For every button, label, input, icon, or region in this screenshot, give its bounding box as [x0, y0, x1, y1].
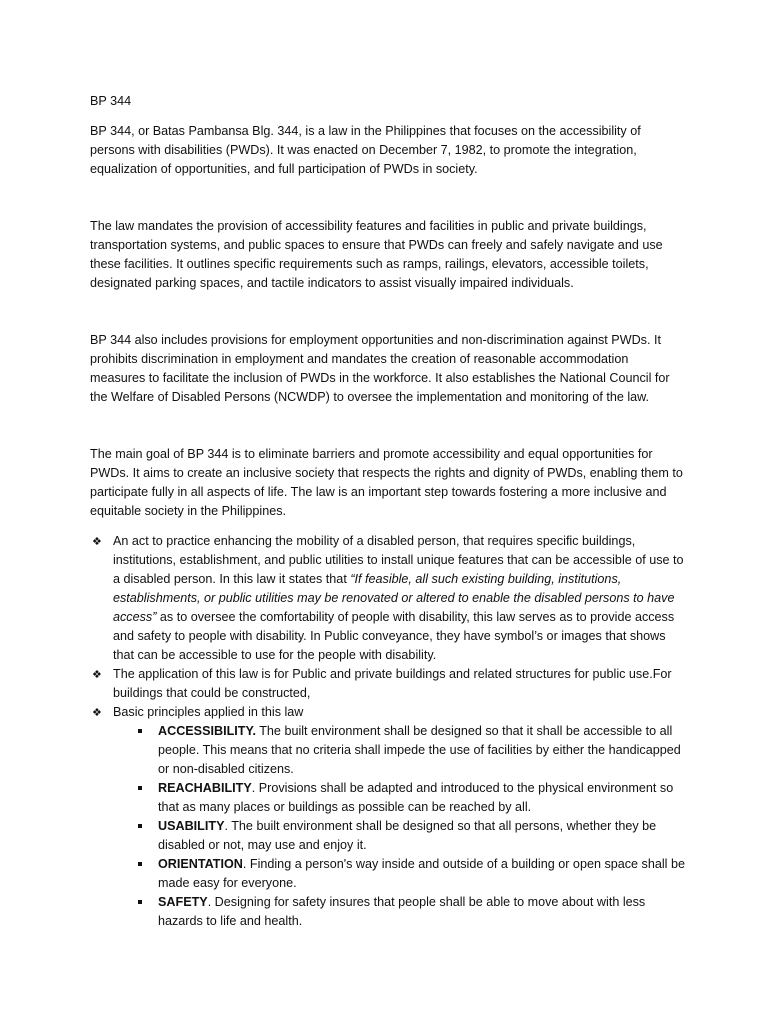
principle-usability	[158, 817, 686, 855]
principle-text: The built environment shall be designed so that it shall be accessible to all people. This means that no criteria shall impede the use of facilities by either the handicapped or non-disabled citizens.	[158, 724, 681, 776]
principle-text: . Designing for safety insures that people shall be able to move about with less hazards to life and health.	[158, 895, 646, 928]
bullet-item-act	[90, 532, 686, 665]
paragraph-employment: BP 344 also includes provisions for employment opportunities and non-discrimination against PWDs. It prohibits discrimination in employment and mandates the creation of reasonable accommodation measures to facilitate the inclusion of PWDs in the workforce. It also establishes the National Council for the Welfare of Disabled Persons (NCWDP) to oversee the implementation and monitoring of the law.	[90, 333, 670, 404]
principle-safety	[158, 893, 686, 931]
paragraph-intro: BP 344, or Batas Pambansa Blg. 344, is a law in the Philippines that focuses on the accessibility of persons with disabilities (PWDs). It was enacted on December 7, 1982, to promote the integration, equalization of opportunities, and full participation of PWDs in society.	[90, 124, 641, 176]
principle-reachability	[158, 779, 686, 817]
diamond-bullet-icon: ❖	[92, 535, 102, 548]
square-bullet-icon	[138, 862, 142, 866]
principles-intro: Basic principles applied in this law	[113, 705, 304, 719]
document-title: BP 344	[90, 94, 132, 108]
bullet-item-application	[90, 665, 686, 703]
act-text-before: An act to practice enhancing the mobility of a disabled person, that requires specific buildings, institutions, establishment, and public utilities to install unique features that can be accessible of use to a disabled person. In this law it states that	[113, 534, 684, 586]
principle-accessibility	[158, 722, 686, 779]
principle-orientation	[158, 855, 686, 893]
paragraph-spacer	[90, 293, 686, 331]
principle-term: ACCESSIBILITY.	[158, 724, 256, 738]
square-bullet-icon	[138, 786, 142, 790]
square-bullet-icon	[138, 900, 142, 904]
act-quote: “If feasible, all such existing building, institutions, establishments, or public utilities may be renovated or altered to enable the disabled persons to have access”	[113, 572, 675, 624]
diamond-bullet-icon: ❖	[92, 706, 102, 719]
principle-term: REACHABILITY	[158, 781, 252, 795]
principle-text: . Finding a person's way inside and outside of a building or open space shall be made easy for everyone.	[158, 857, 685, 890]
bullet-list	[90, 532, 686, 931]
diamond-bullet-icon: ❖	[92, 668, 102, 681]
principle-text: . Provisions shall be adapted and introduced to the physical environment so that as many places or buildings as possible can be reached by all.	[158, 781, 674, 814]
principle-term: USABILITY	[158, 819, 225, 833]
bullet-item-principles	[90, 703, 686, 931]
document-page	[90, 92, 686, 931]
square-bullet-icon	[138, 824, 142, 828]
principle-term: ORIENTATION	[158, 857, 243, 871]
square-bullet-icon	[138, 729, 142, 733]
principle-term: SAFETY	[158, 895, 208, 909]
principle-text: . The built environment shall be designed so that all persons, whether they be disabled or not, may use and enjoy it.	[158, 819, 657, 852]
paragraph-spacer	[90, 521, 686, 532]
principles-list	[113, 722, 686, 931]
application-text: The application of this law is for Public and private buildings and related structures for public use.For buildings that could be constructed,	[113, 667, 672, 700]
paragraph-spacer	[90, 179, 686, 217]
paragraph-goal: The main goal of BP 344 is to eliminate barriers and promote accessibility and equal opportunities for PWDs. It aims to create an inclusive society that respects the rights and dignity of PWDs, enabling them to participate fully in all aspects of life. The law is an important step towards fostering a more inclusive and equitable society in the Philippines.	[90, 447, 683, 518]
paragraph-spacer	[90, 407, 686, 445]
act-text-after: as to oversee the comfortability of people with disability, this law serves as to provide access and safety to people with disability. In Public conveyance, they have symbol’s or images that shows that can be accessible to use for the people with disability.	[113, 610, 675, 662]
paragraph-facilities: The law mandates the provision of accessibility features and facilities in public and private buildings, transportation systems, and public spaces to ensure that PWDs can freely and safely navigate and use these facilities. It outlines specific requirements such as ramps, railings, elevators, accessible toilets, designated parking spaces, and tactile indicators to assist visually impaired individuals.	[90, 219, 663, 290]
